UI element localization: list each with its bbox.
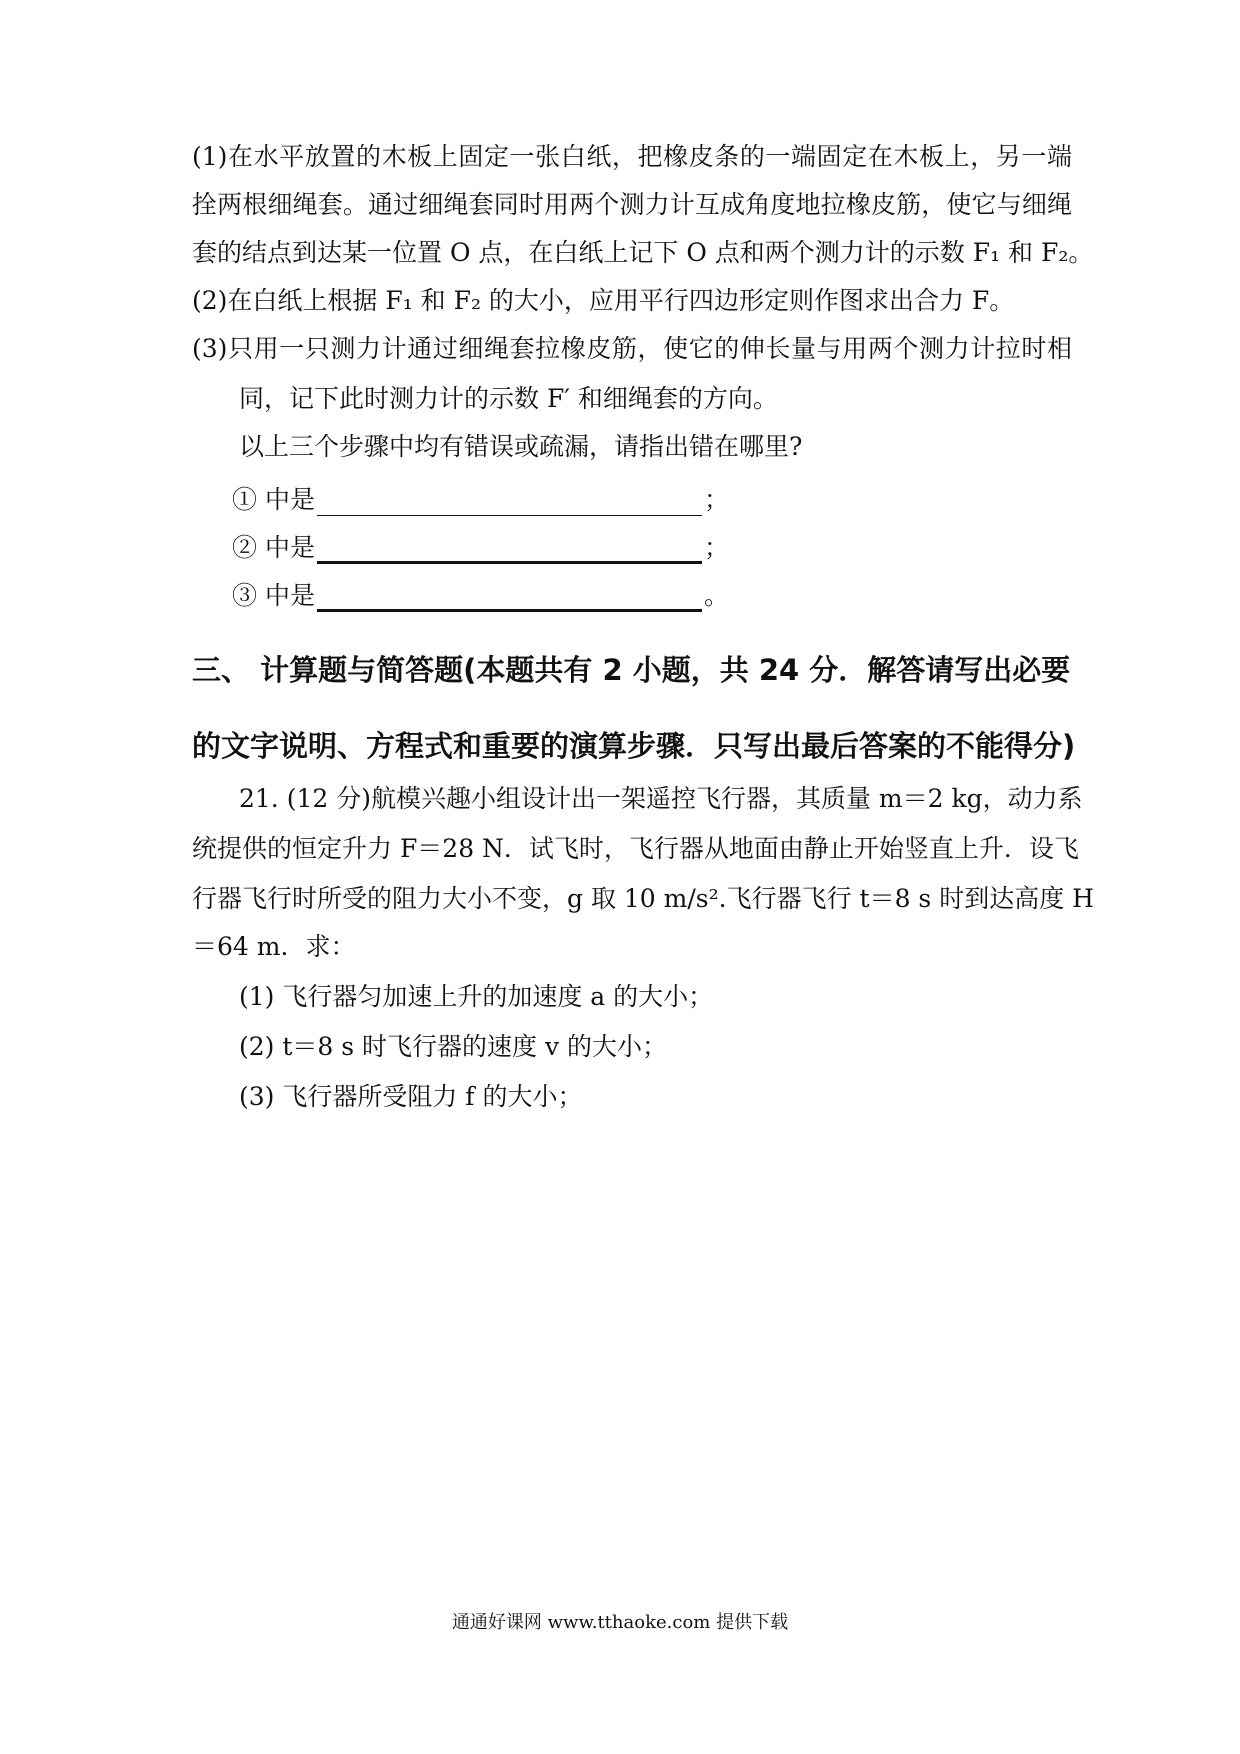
problem-21-q2: (2) t＝8 s 时飞行器的速度 v 的大小； [239, 1032, 668, 1061]
answer-prefix: ① 中是 [232, 485, 315, 514]
answer-suffix: ； [703, 533, 729, 562]
answer-line-1 [232, 480, 729, 516]
step-1-line-3: 套的结点到达某一位置 O 点，在白纸上记下 O 点和两个测力计的示数 F₁ 和 F₂。 [192, 238, 1094, 267]
answer-prefix: ② 中是 [232, 533, 315, 562]
question-text: 以上三个步骤中均有错误或疏漏，请指出错在哪里? [239, 432, 803, 461]
step-2: (2)在白纸上根据 F₁ 和 F₂ 的大小，应用平行四边形定则作图求出合力 F。 [192, 286, 1015, 315]
answer-blank[interactable] [317, 583, 702, 612]
problem-21-line-1: 21. (12 分)航模兴趣小组设计出一架遥控飞行器，其质量 m＝2 kg，动力系 [239, 784, 1083, 813]
step-3-line-2: 同，记下此时测力计的示数 F′ 和细绳套的方向。 [239, 384, 778, 413]
problem-21-line-2: 统提供的恒定升力 F＝28 N．试飞时，飞行器从地面由静止开始竖直上升．设飞 [192, 834, 1079, 863]
answer-prefix: ③ 中是 [232, 581, 315, 610]
answer-line-2 [232, 528, 729, 564]
step-1-line-1: (1)在水平放置的木板上固定一张白纸，把橡皮条的一端固定在木板上，另一端 [192, 142, 1072, 171]
answer-suffix: ； [703, 485, 729, 514]
section-heading-line-2: 的文字说明、方程式和重要的演算步骤．只写出最后答案的不能得分) [192, 729, 1076, 763]
step-3-line-1: (3)只用一只测力计通过细绳套拉橡皮筋，使它的伸长量与用两个测力计拉时相 [192, 334, 1072, 363]
answer-suffix: 。 [703, 581, 729, 610]
problem-21-line-3: 行器飞行时所受的阻力大小不变，g 取 10 m/s².飞行器飞行 t＝8 s 时到达高度 H [192, 884, 1094, 913]
step-1-line-2: 拴两根细绳套。通过细绳套同时用两个测力计互成角度地拉橡皮筋，使它与细绳 [192, 190, 1072, 219]
problem-21-q3: (3) 飞行器所受阻力 f 的大小； [239, 1082, 583, 1111]
problem-21-line-4: ＝64 m．求： [192, 932, 356, 961]
answer-blank[interactable] [317, 535, 702, 564]
problem-21-q1: (1) 飞行器匀加速上升的加速度 a 的大小； [239, 982, 714, 1011]
footer: 通通好课网 www.tthaoke.com 提供下载 [451, 1612, 789, 1633]
answer-blank[interactable] [317, 489, 702, 516]
answer-line-3 [232, 576, 729, 612]
section-heading-line-1: 三、 计算题与简答题(本题共有 2 小题，共 24 分．解答请写出必要 [192, 653, 1071, 687]
